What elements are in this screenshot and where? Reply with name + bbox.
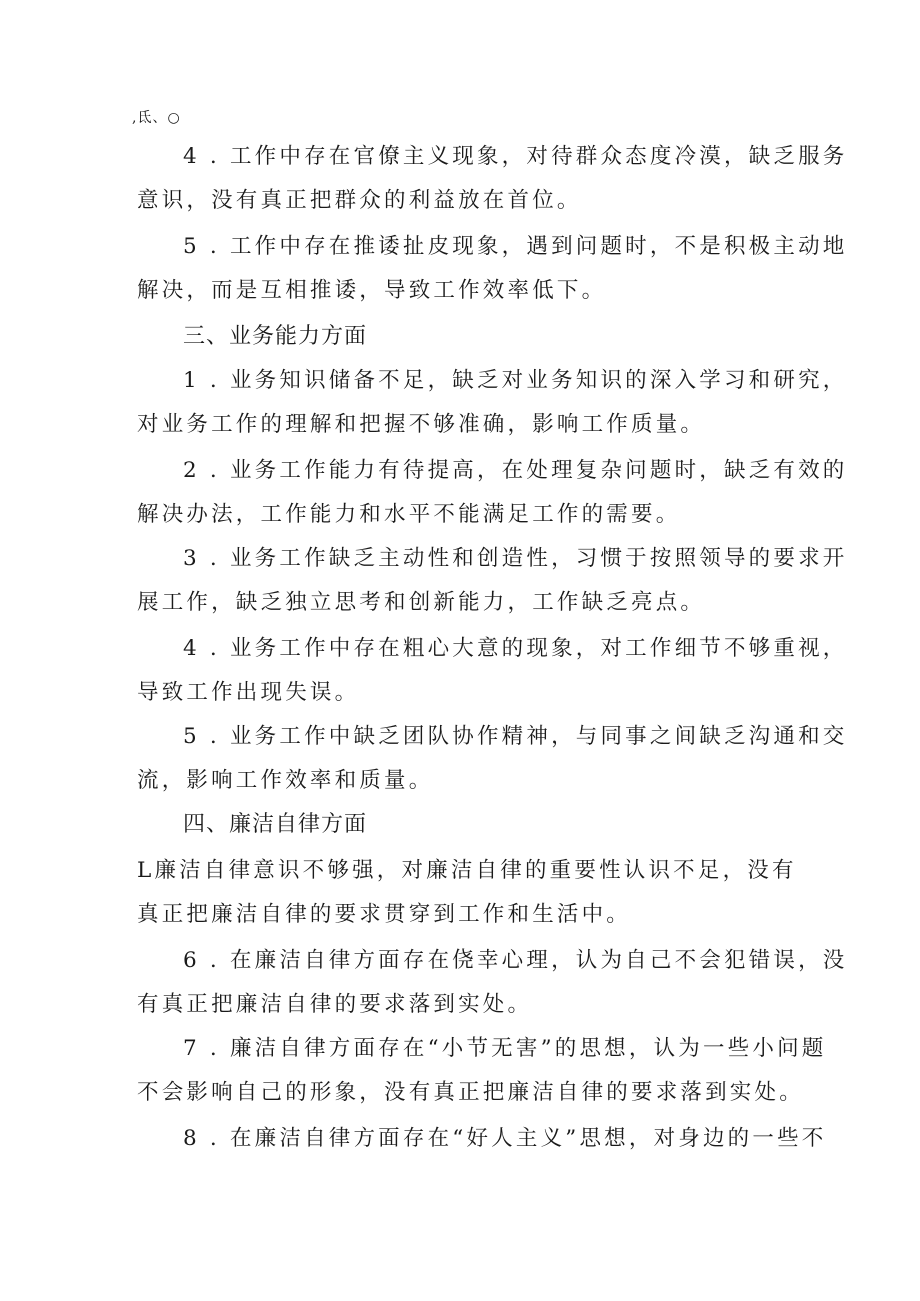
paragraph-line: 解决办法，工作能力和水平不能满足工作的需要。 — [137, 502, 681, 527]
section-heading: 四、廉洁自律方面 — [183, 812, 368, 837]
paragraph-line: L廉洁自律意识不够强，对廉洁自律的重要性认识不足，没有 — [137, 858, 797, 883]
paragraph-line: 展工作，缺乏独立思考和创新能力，工作缺乏亮点。 — [137, 590, 706, 615]
paragraph-line: 有真正把廉洁自律的要求落到实处。 — [137, 992, 533, 1017]
text-fragment: ,氐、○ — [132, 110, 181, 126]
paragraph-line: 意识，没有真正把群众的利益放在首位。 — [137, 188, 582, 213]
section-heading: 三、业务能力方面 — [183, 324, 368, 349]
paragraph-line: 2 . 业务工作能力有待提高，在处理复杂问题时，缺乏有效的 — [183, 458, 848, 483]
paragraph-line: 解决，而是互相推诿，导致工作效率低下。 — [137, 278, 607, 303]
paragraph-line: 4 . 工作中存在官僚主义现象，对待群众态度冷漠，缺乏服务 — [183, 144, 848, 169]
paragraph-line: 导致工作出现失误。 — [137, 680, 360, 705]
paragraph-line: 3 . 业务工作缺乏主动性和创造性，习惯于按照领导的要求开 — [183, 546, 848, 571]
paragraph-line: 6 . 在廉洁自律方面存在侥幸心理，认为自己不会犯错误，没 — [183, 948, 848, 973]
paragraph-line: 5 . 业务工作中缺乏团队协作精神，与同事之间缺乏沟通和交 — [183, 724, 848, 749]
paragraph-line: 对业务工作的理解和把握不够准确，影响工作质量。 — [137, 412, 706, 437]
paragraph-line: 8 . 在廉洁自律方面存在“好人主义”思想，对身边的一些不 — [183, 1126, 827, 1151]
paragraph-line: 5 . 工作中存在推诿扯皮现象，遇到问题时，不是积极主动地 — [183, 234, 848, 259]
paragraph-line: 流，影响工作效率和质量。 — [137, 768, 434, 793]
paragraph-line: 不会影响自己的形象，没有真正把廉洁自律的要求落到实处。 — [137, 1080, 804, 1105]
paragraph-line: 真正把廉洁自律的要求贯穿到工作和生活中。 — [137, 902, 632, 927]
paragraph-line: 4 . 业务工作中存在粗心大意的现象，对工作细节不够重视， — [183, 636, 848, 661]
paragraph-line: 7 . 廉洁自律方面存在“小节无害”的思想，认为一些小问题 — [183, 1036, 827, 1061]
paragraph-line: 1 . 业务知识储备不足，缺乏对业务知识的深入学习和研究， — [183, 368, 848, 393]
